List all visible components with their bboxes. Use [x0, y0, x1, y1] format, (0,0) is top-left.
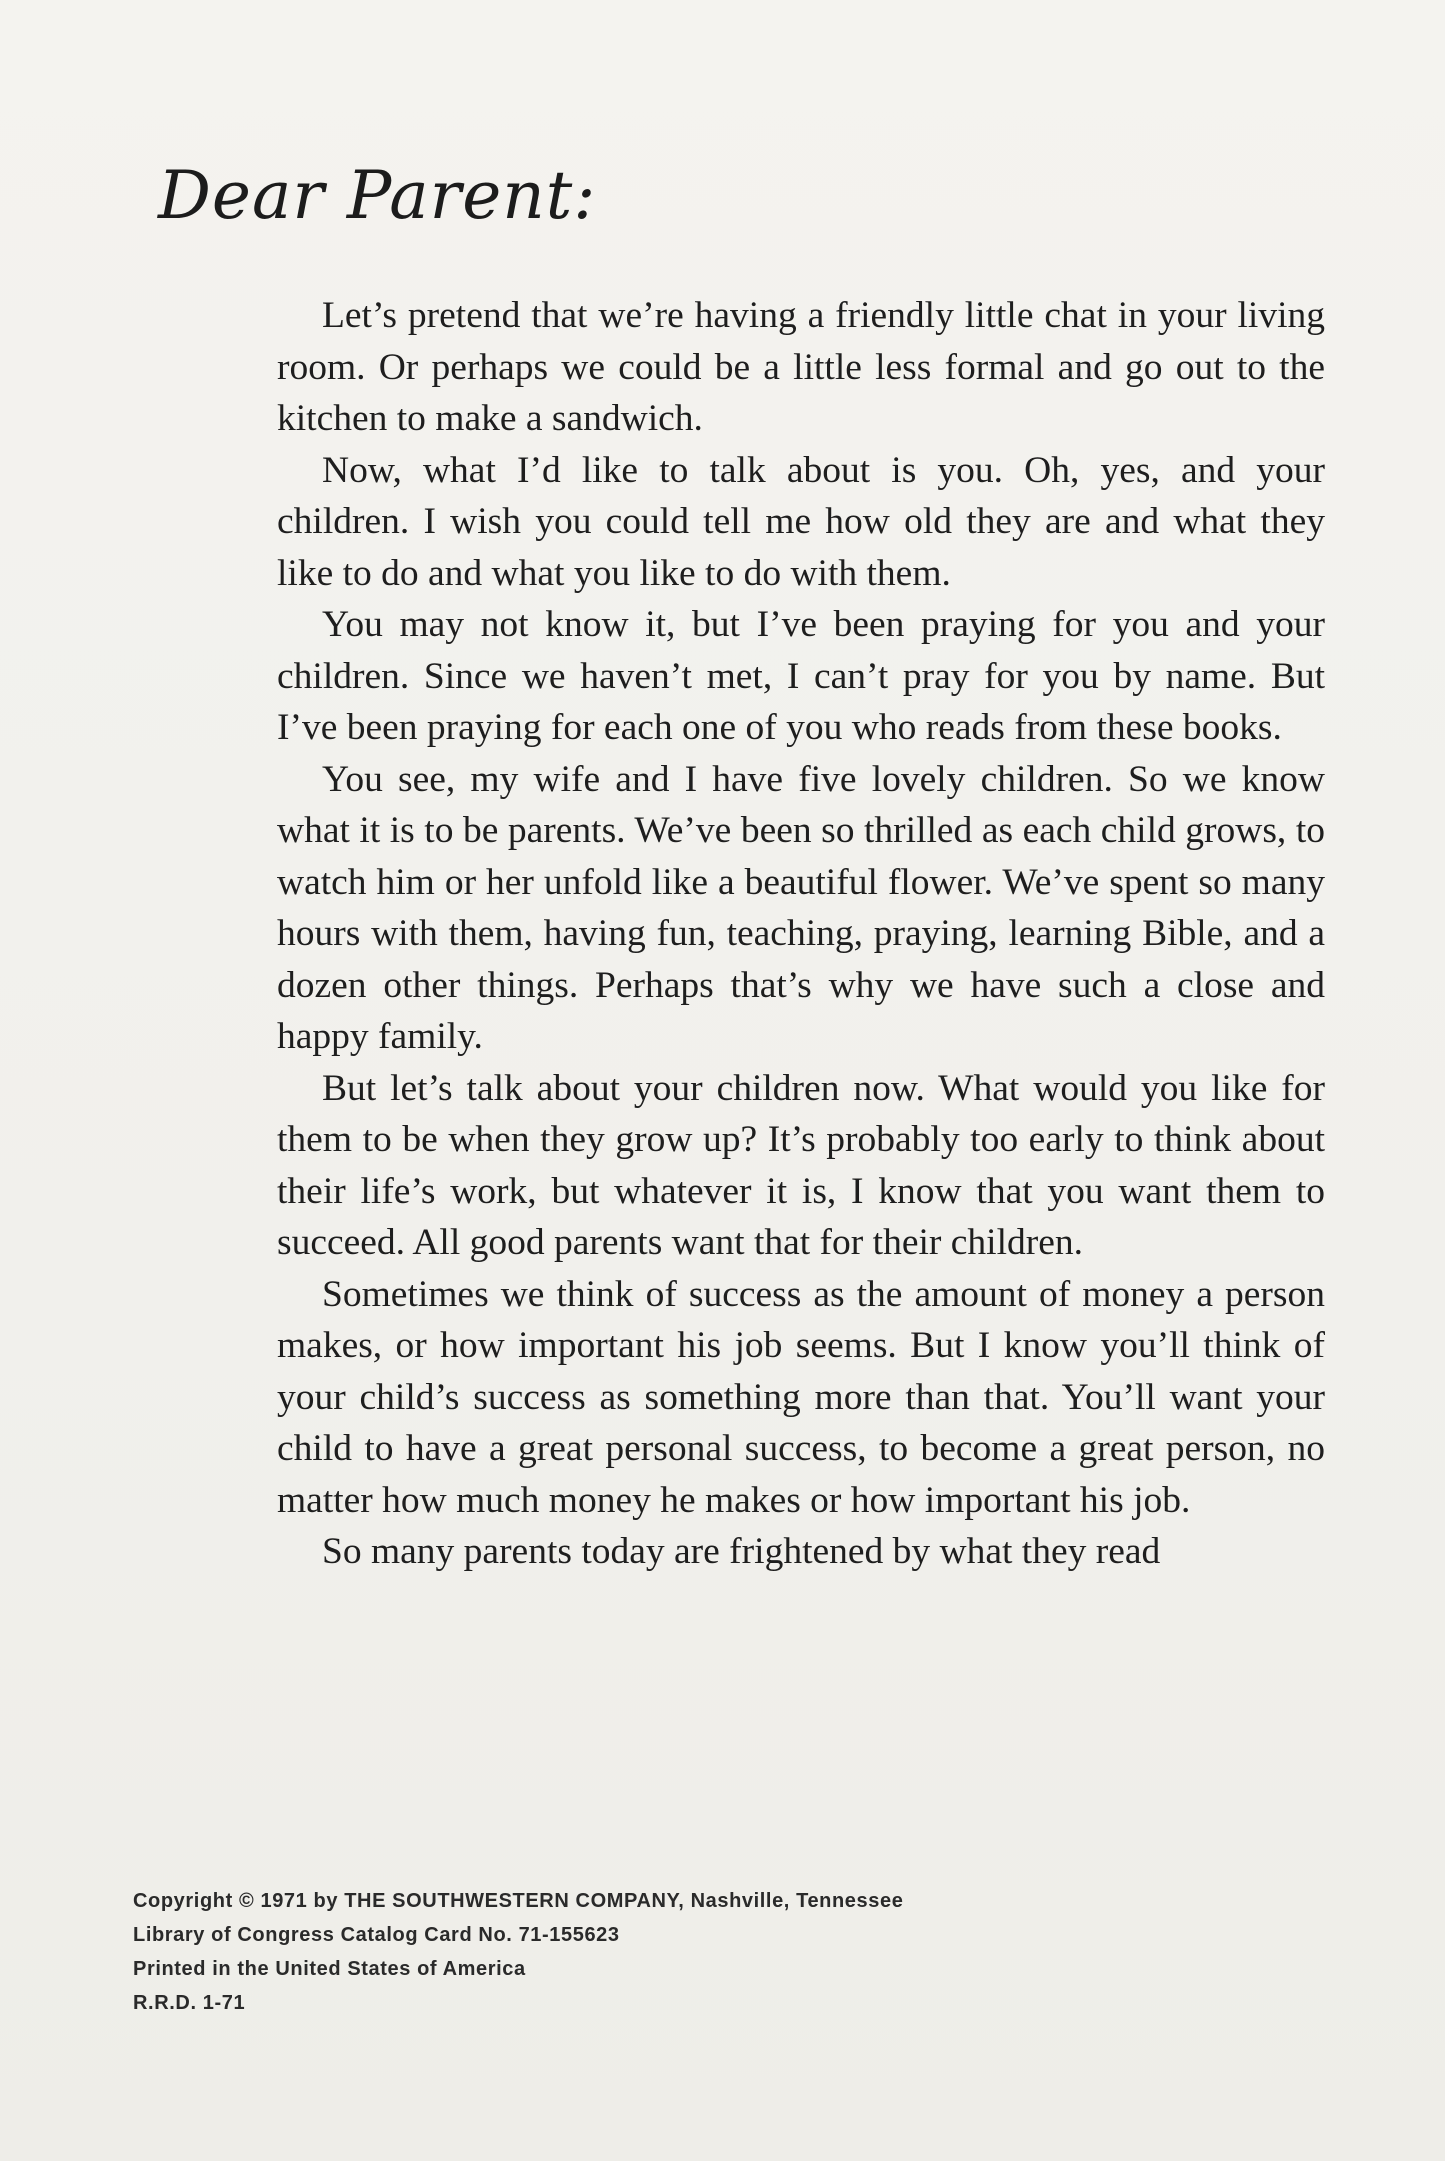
- copyright-line: Copyright © 1971 by THE SOUTHWESTERN COMPANY, Nashville, Tennessee: [133, 1890, 904, 1912]
- letter-paragraph: You see, my wife and I have five lovely children. So we know what it is to be parents. We’ve been so thrilled as each child grows, to watch him or her unfold like a beautiful flower. We’ve spent so many hours with them, having fun, teaching, praying, learning Bible, and a dozen other things. Perhaps that’s why we have such a close and happy family.: [277, 758, 1325, 1057]
- letter-paragraph: Now, what I’d like to talk about is you. Oh, yes, and your children. I wish you could tell me how old they are and what they like to do and what you like to do with them.: [277, 449, 1325, 594]
- print-code-line: R.R.D. 1-71: [133, 1992, 246, 2014]
- letter-paragraph: But let’s talk about your children now. What would you like for them to be when they grow up? It’s probably too early to think about their life’s work, but whatever it is, I know that you want them to succeed. All good parents want that for their children.: [277, 1067, 1325, 1263]
- printed-in-line: Printed in the United States of America: [133, 1958, 526, 1980]
- letter-paragraph: Sometimes we think of success as the amount of money a person makes, or how important his job seems. But I know you’ll think of your child’s success as something more than that. You’ll want your child to have a great personal success, to become a great person, no matter how much money he makes or how important his job.: [277, 1273, 1325, 1521]
- letter-paragraph: You may not know it, but I’ve been praying for you and your children. Since we haven’t met, I can’t pray for you by name. But I’ve been praying for each one of you who reads from these books.: [277, 604, 1325, 748]
- catalog-card-line: Library of Congress Catalog Card No. 71-155623: [133, 1924, 620, 1946]
- letter-body: [277, 290, 1325, 1578]
- copyright-block: [133, 1884, 903, 2020]
- letter-paragraph: Let’s pretend that we’re having a friendly little chat in your living room. Or perhaps we could be a little less formal and go out to the kitchen to make a sandwich.: [277, 295, 1325, 439]
- salutation-heading: Dear Parent:: [158, 157, 597, 234]
- letter-paragraph: So many parents today are frightened by what they read: [322, 1531, 1161, 1572]
